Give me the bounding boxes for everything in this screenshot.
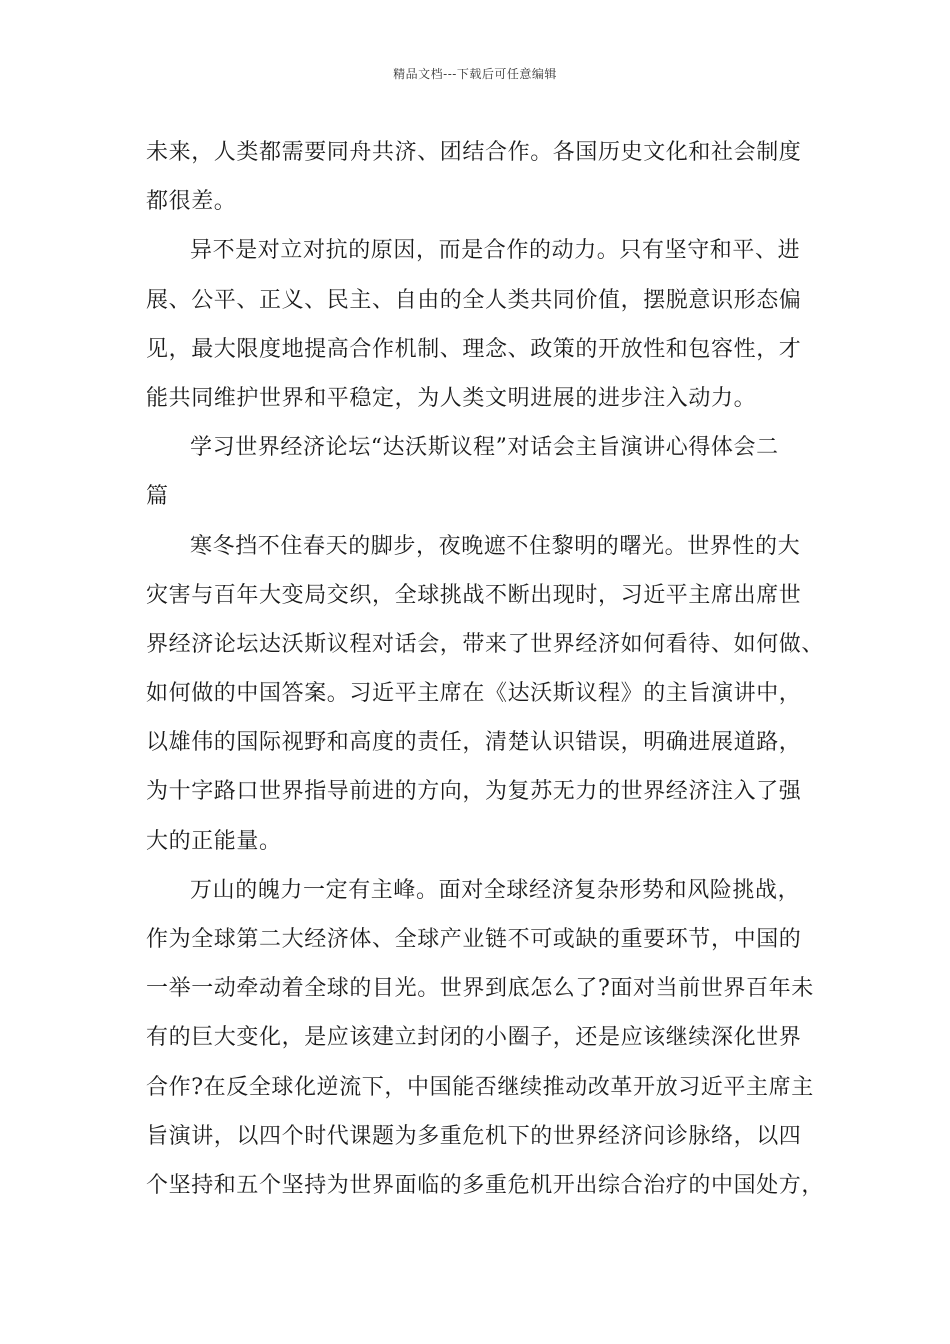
- text-line: 作为全球第二大经济体、全球产业链不可或缺的重要环节，中国的: [146, 927, 802, 952]
- text-line: 篇: [146, 484, 169, 510]
- text-line: 旨演讲，以四个时代课题为多重危机下的世界经济问诊脉络，以四: [146, 1123, 802, 1149]
- text-line: 见，最大限度地提高合作机制、理念、政策的开放性和包容性，才: [146, 336, 802, 362]
- text-line: 如何做的中国答案。习近平主席在《达沃斯议程》的主旨演讲中，: [146, 681, 802, 707]
- text-line: 学习世界经济论坛“达沃斯议程”对话会主旨演讲心得体会二: [190, 435, 779, 461]
- text-line: 界经济论坛达沃斯议程对话会，带来了世界经济如何看待、如何做、: [146, 631, 825, 657]
- text-line: 以雄伟的国际视野和高度的责任，清楚认识错误，明确进展道路，: [146, 730, 802, 756]
- text-line: 都很差。: [146, 189, 237, 215]
- text-line: 合作?在反全球化逆流下，中国能否继续推动改革开放习近平主席主: [146, 1074, 814, 1100]
- text-line: 有的巨大变化，是应该建立封闭的小圈子，还是应该继续深化世界: [146, 1025, 802, 1051]
- text-line: 个坚持和五个坚持为世界面临的多重危机开出综合治疗的中国处方，: [146, 1172, 825, 1198]
- text-line: 展、公平、正义、民主、自由的全人类共同价值，摆脱意识形态偏: [146, 287, 802, 313]
- text-line: 万山的魄力一定有主峰。面对全球经济复杂形势和风险挑战，: [190, 877, 801, 903]
- text-line: 异不是对立对抗的原因，而是合作的动力。只有坚守和平、进: [190, 238, 801, 264]
- text-line: 灾害与百年大变局交织，全球挑战不断出现时，习近平主席出席世: [146, 582, 802, 608]
- text-line: 寒冬挡不住春天的脚步，夜晚遮不住黎明的曙光。世界性的大: [190, 533, 801, 559]
- text-line: 一举一动牵动着全球的目光。世界到底怎么了?面对当前世界百年未: [146, 976, 814, 1002]
- text-line: 未来，人类都需要同舟共济、团结合作。各国历史文化和社会制度: [146, 140, 802, 165]
- page-header: 精品文档---下载后可任意编辑: [393, 67, 557, 81]
- text-line: 能共同维护世界和平稳定，为人类文明进展的进步注入动力。: [146, 385, 757, 411]
- text-line: 为十字路口世界指导前进的方向，为复苏无力的世界经济注入了强: [146, 779, 802, 805]
- text-line: 大的正能量。: [146, 828, 282, 854]
- document-body: [146, 128, 826, 1210]
